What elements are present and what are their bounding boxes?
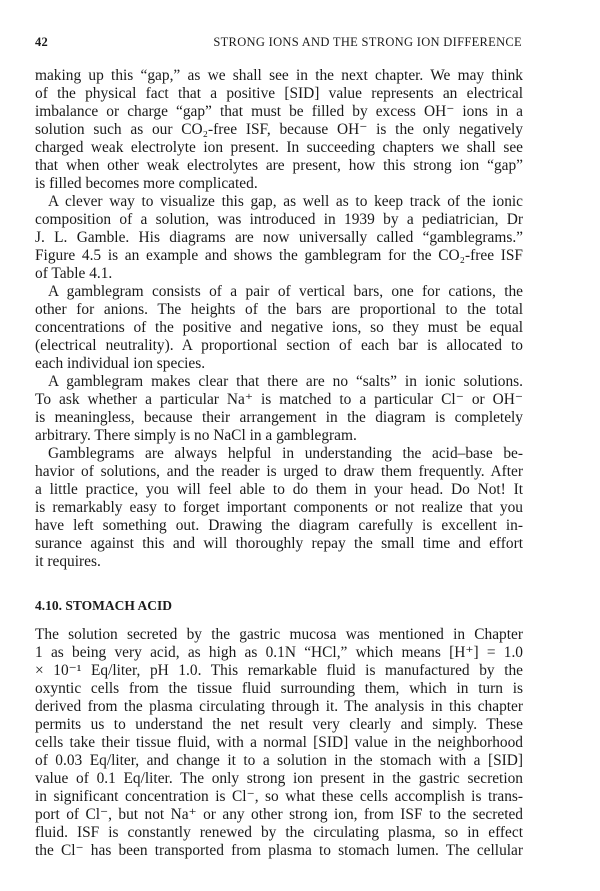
text-line: surance against this and will thoroughly repay the small time and effort [35, 535, 523, 552]
text-line: derived from the plasma circulating through it. The analysis in this chapter [35, 698, 523, 715]
text-line: permits us to understand the net result very clearly and simply. These [35, 716, 523, 733]
text-line: (electrical neutrality). A proportional section of each bar is allocated to [35, 337, 523, 354]
text-line: have left something out. Drawing the diagram carefully is excellent in- [35, 517, 523, 534]
running-header: STRONG IONS AND THE STRONG ION DIFFERENCE [213, 35, 522, 49]
text-line: is remarkably easy to forget important components or not realize that you [35, 499, 523, 516]
text-line: other for anions. The heights of the bars are proportional to the total [35, 301, 523, 318]
text-line: J. L. Gamble. His diagrams are now universally called “gamblegrams.” [35, 229, 523, 246]
text-line: concentrations of the positive and negative ions, so they must be equal [35, 319, 523, 336]
body-text [35, 67, 523, 571]
text-line: of 0.03 Eq/liter, and change it to a solution in the stomach with a [SID] [35, 752, 523, 769]
text-line: fluid. ISF is constantly renewed by the circulating plasma, so in effect [35, 824, 523, 841]
text-line: port of Cl⁻, but not Na⁺ or any other strong ion, from ISF to the secreted [35, 806, 523, 823]
text-line: value of 0.1 Eq/liter. The only strong ion present in the gastric secretion [35, 770, 523, 787]
text-line: The solution secreted by the gastric mucosa was mentioned in Chapter [35, 626, 523, 643]
text-line: solution such as our CO₂-free ISF, because OH⁻ is the only negatively [35, 121, 523, 138]
text-line: in significant concentration is Cl⁻, so what these cells accomplish is trans- [35, 788, 523, 805]
text-line: each individual ion species. [35, 355, 206, 372]
text-line: is filled becomes more complicated. [35, 175, 258, 192]
page-number: 42 [35, 35, 49, 49]
text-line: A gamblegram consists of a pair of vertical bars, one for cations, the [48, 283, 523, 300]
text-line: it requires. [35, 553, 101, 570]
text-line: arbitrary. There simply is no NaCl in a gamblegram. [35, 427, 357, 444]
text-line: of the physical fact that a positive [SID] value represents an electrical [35, 85, 523, 102]
text-line: Gamblegrams are always helpful in understanding the acid–base be- [48, 445, 523, 462]
paragraph [35, 193, 523, 283]
paragraph [35, 626, 523, 860]
text-line: cells take their tissue fluid, with a normal [SID] value in the neighborhood [35, 734, 523, 751]
text-line: is meaningless, because their arrangement in the diagram is completely [35, 409, 523, 426]
text-line: A clever way to visualize this gap, as well as to keep track of the ionic [48, 193, 523, 210]
section-body-text [35, 626, 523, 860]
text-line: havior of solutions, and the reader is urged to draw them frequently. After [35, 463, 523, 480]
text-line: oxyntic cells from the tissue fluid surrounding them, which in turn is [35, 680, 523, 697]
text-line: making up this “gap,” as we shall see in the next chapter. We may think [35, 67, 523, 84]
paragraph [35, 445, 523, 571]
text-line: Figure 4.5 is an example and shows the gamblegram for the CO₂-free ISF [35, 247, 523, 264]
text-line: charged weak electrolyte ion present. In succeeding chapters we shall see [35, 139, 523, 156]
text-line: 1 as being very acid, as high as 0.1N “HCl,” which means [H⁺] = 1.0 [35, 644, 523, 661]
text-line: A gamblegram makes clear that there are no “salts” in ionic solutions. [48, 373, 523, 390]
text-line: a little practice, you will feel able to do them in your head. Do Not! It [35, 481, 523, 498]
text-line: that when other weak electrolytes are present, how this strong ion “gap” [35, 157, 523, 174]
paragraph [35, 67, 523, 193]
text-line: To ask whether a particular Na⁺ is matched to a particular Cl⁻ or OH⁻ [35, 391, 523, 408]
text-line: × 10⁻¹ Eq/liter, pH 1.0. This remarkable fluid is manufactured by the [35, 662, 523, 679]
text-line: the Cl⁻ has been transported from plasma to stomach lumen. The cellular [35, 842, 523, 859]
paragraph [35, 373, 523, 445]
text-line: of Table 4.1. [35, 265, 113, 282]
text-line: imbalance or charge “gap” that must be filled by excess OH⁻ ions in a [35, 103, 523, 120]
paragraph [35, 283, 523, 373]
text-line: composition of a solution, was introduced in 1939 by a pediatrician, Dr [35, 211, 523, 228]
section-heading: 4.10. STOMACH ACID [35, 598, 173, 613]
